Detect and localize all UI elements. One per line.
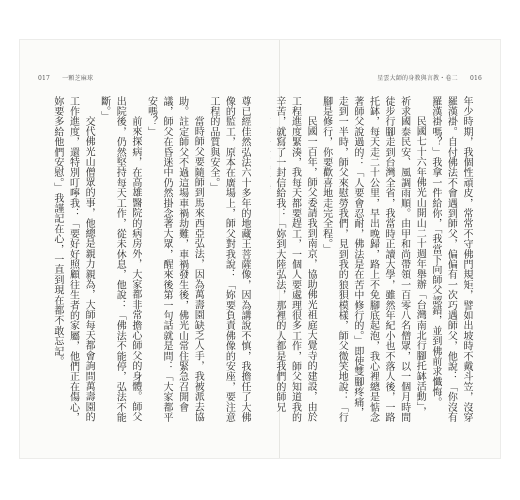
left-page-body [52,96,252,426]
paragraph: 交代佛光山僧眾的事，他總是親力親為，大師每天都會詢問萬壽園的工作進度，還特別叮嚀我：「要好好照顧往生者的家屬，他們正在傷心，妳要多給他們安慰。」我謹記在心，一直到現在都不敢忘記。 [52,96,95,423]
right-page-header [377,73,482,82]
right-running-title: 星雲大師的身教與言教・卷二 [377,75,458,82]
paragraph: 民國七十六年佛光山開山二十週年舉辦「台灣南北行腳托缽活動」，祈求國泰民安、風調雨順。由甲和尚帶領一百零八名僧眾，以一個月時間徒步行腳走到台灣全省，我當時正讀大學，雖然年紀小也不落人後，一路托缽，每天走二十公里，早出晚歸，路上不免腳底起泡，我心裡總是惦念著師父說過的：「人要會忍耐，佛法是在苦中修行的。」即使雙腳疼痛，走到一半時，師父來慰勞我們，見到我的狼狽模樣，師父微笑地說：「行腳是修行，你要歡喜地走完全程。」 [320,96,426,423]
left-page-number: 017 [38,75,51,82]
left-running-title: 一顆芝麻球 [62,75,94,82]
right-page-number: 016 [469,75,482,82]
left-page-header [38,73,93,82]
paragraph: 尊已經佳然弘法六十多年的地藏王菩薩像，因為講說不慎，我擔任了大佛像的監工，原本在廣場上，師父對我說：「妳要負責佛像的安座，要注意工程的品質與安全。」 [207,96,250,423]
right-page-body [270,96,474,426]
paragraph: 年少時期，我個性頑皮，常常不守佛門規矩，譬如出坡時不戴斗笠，沒穿羅漢褂。自付佛法不會遇到師父，偏偏有一次巧遇師父，他說：「你沒有羅漢褂嗎？」我拿一件給你，「我當下向師父認錯，並到佛前求懺悔。 [429,96,472,423]
paragraph: 前來探病，在高雄醫院的病房外，大家都非常擔心師父的身體。師父出院後，仍然堅持每天工作，從未休息，他說：「佛法不能停，弘法不能斷。」 [98,96,141,423]
paragraph: 當時師父要隨師到馬來西亞弘法，因為萬壽園缺乏人手，我被派去協助。註定師父不過這場車禍劫難，車禍發生後，佛光山常住緊急召開會議，師父在昏迷中仍然掛念著大眾，醒來後第一句話就是問：「大家都平安嗎？」 [145,96,204,423]
paragraph: 民國一百年，師父委請我到南京，協助佛光祖庭大覺寺的建設，由於工程進度緊湊，我每天都要趕工，一個人要處理很多工作，師父知道我的辛苦，就寫了一封信給我：「妳到大陸弘法，那裡的人都是我們的師兄 [273,96,317,423]
